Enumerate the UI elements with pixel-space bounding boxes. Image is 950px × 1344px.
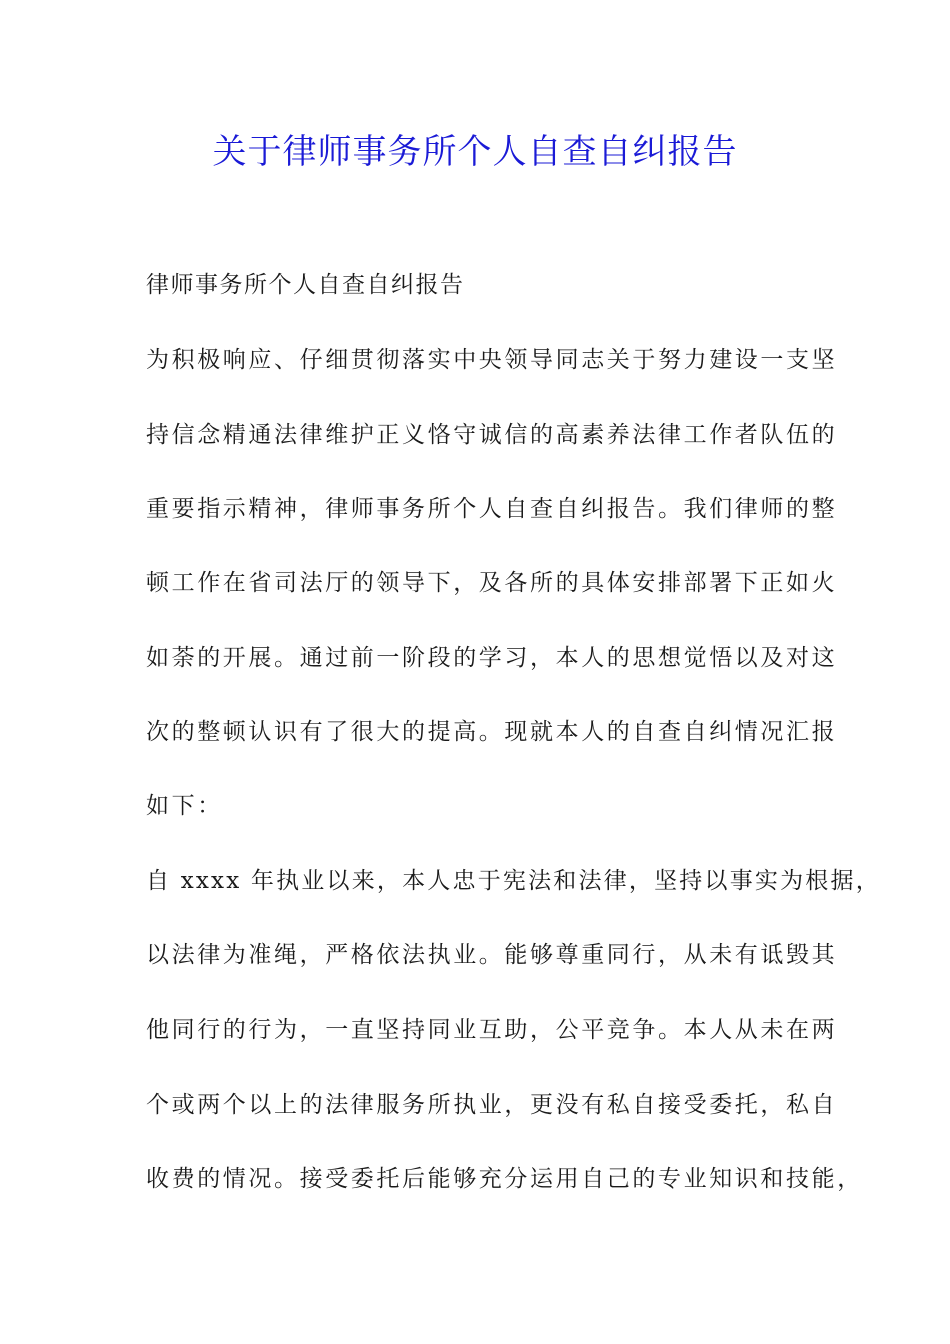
paragraph-line: 持信念精通法律维护正义恪守诚信的高素养法律工作者队伍的 — [146, 422, 838, 448]
paragraph-line: 如荼的开展。通过前一阶段的学习，本人的思想觉悟以及对这 — [146, 645, 838, 671]
paragraph-line: 个或两个以上的法律服务所执业，更没有私自接受委托，私自 — [146, 1092, 838, 1118]
paragraph-line: 顿工作在省司法厅的领导下，及各所的具体安排部署下正如火 — [146, 570, 838, 596]
paragraph-line: 以法律为准绳，严格依法执业。能够尊重同行，从未有诋毁其 — [146, 942, 838, 968]
paragraph-line: 重要指示精神，律师事务所个人自查自纠报告。我们律师的整 — [146, 496, 838, 522]
paragraph-line: 如下： — [146, 793, 223, 819]
paragraph-line: 收费的情况。接受委托后能够充分运用自己的专业知识和技能， — [146, 1166, 863, 1192]
paragraph-line: 次的整顿认识有了很大的提高。现就本人的自查自纠情况汇报 — [146, 719, 838, 745]
paragraph-line: 他同行的行为，一直坚持同业互助，公平竞争。本人从未在两 — [146, 1017, 838, 1043]
paragraph-line: 自 xxxx 年执业以来，本人忠于宪法和法律，坚持以事实为根据， — [146, 868, 881, 894]
document-subtitle: 律师事务所个人自查自纠报告 — [146, 272, 465, 298]
document-title: 关于律师事务所个人自查自纠报告 — [212, 132, 738, 172]
paragraph-line: 为积极响应、仔细贯彻落实中央领导同志关于努力建设一支坚 — [146, 347, 838, 373]
